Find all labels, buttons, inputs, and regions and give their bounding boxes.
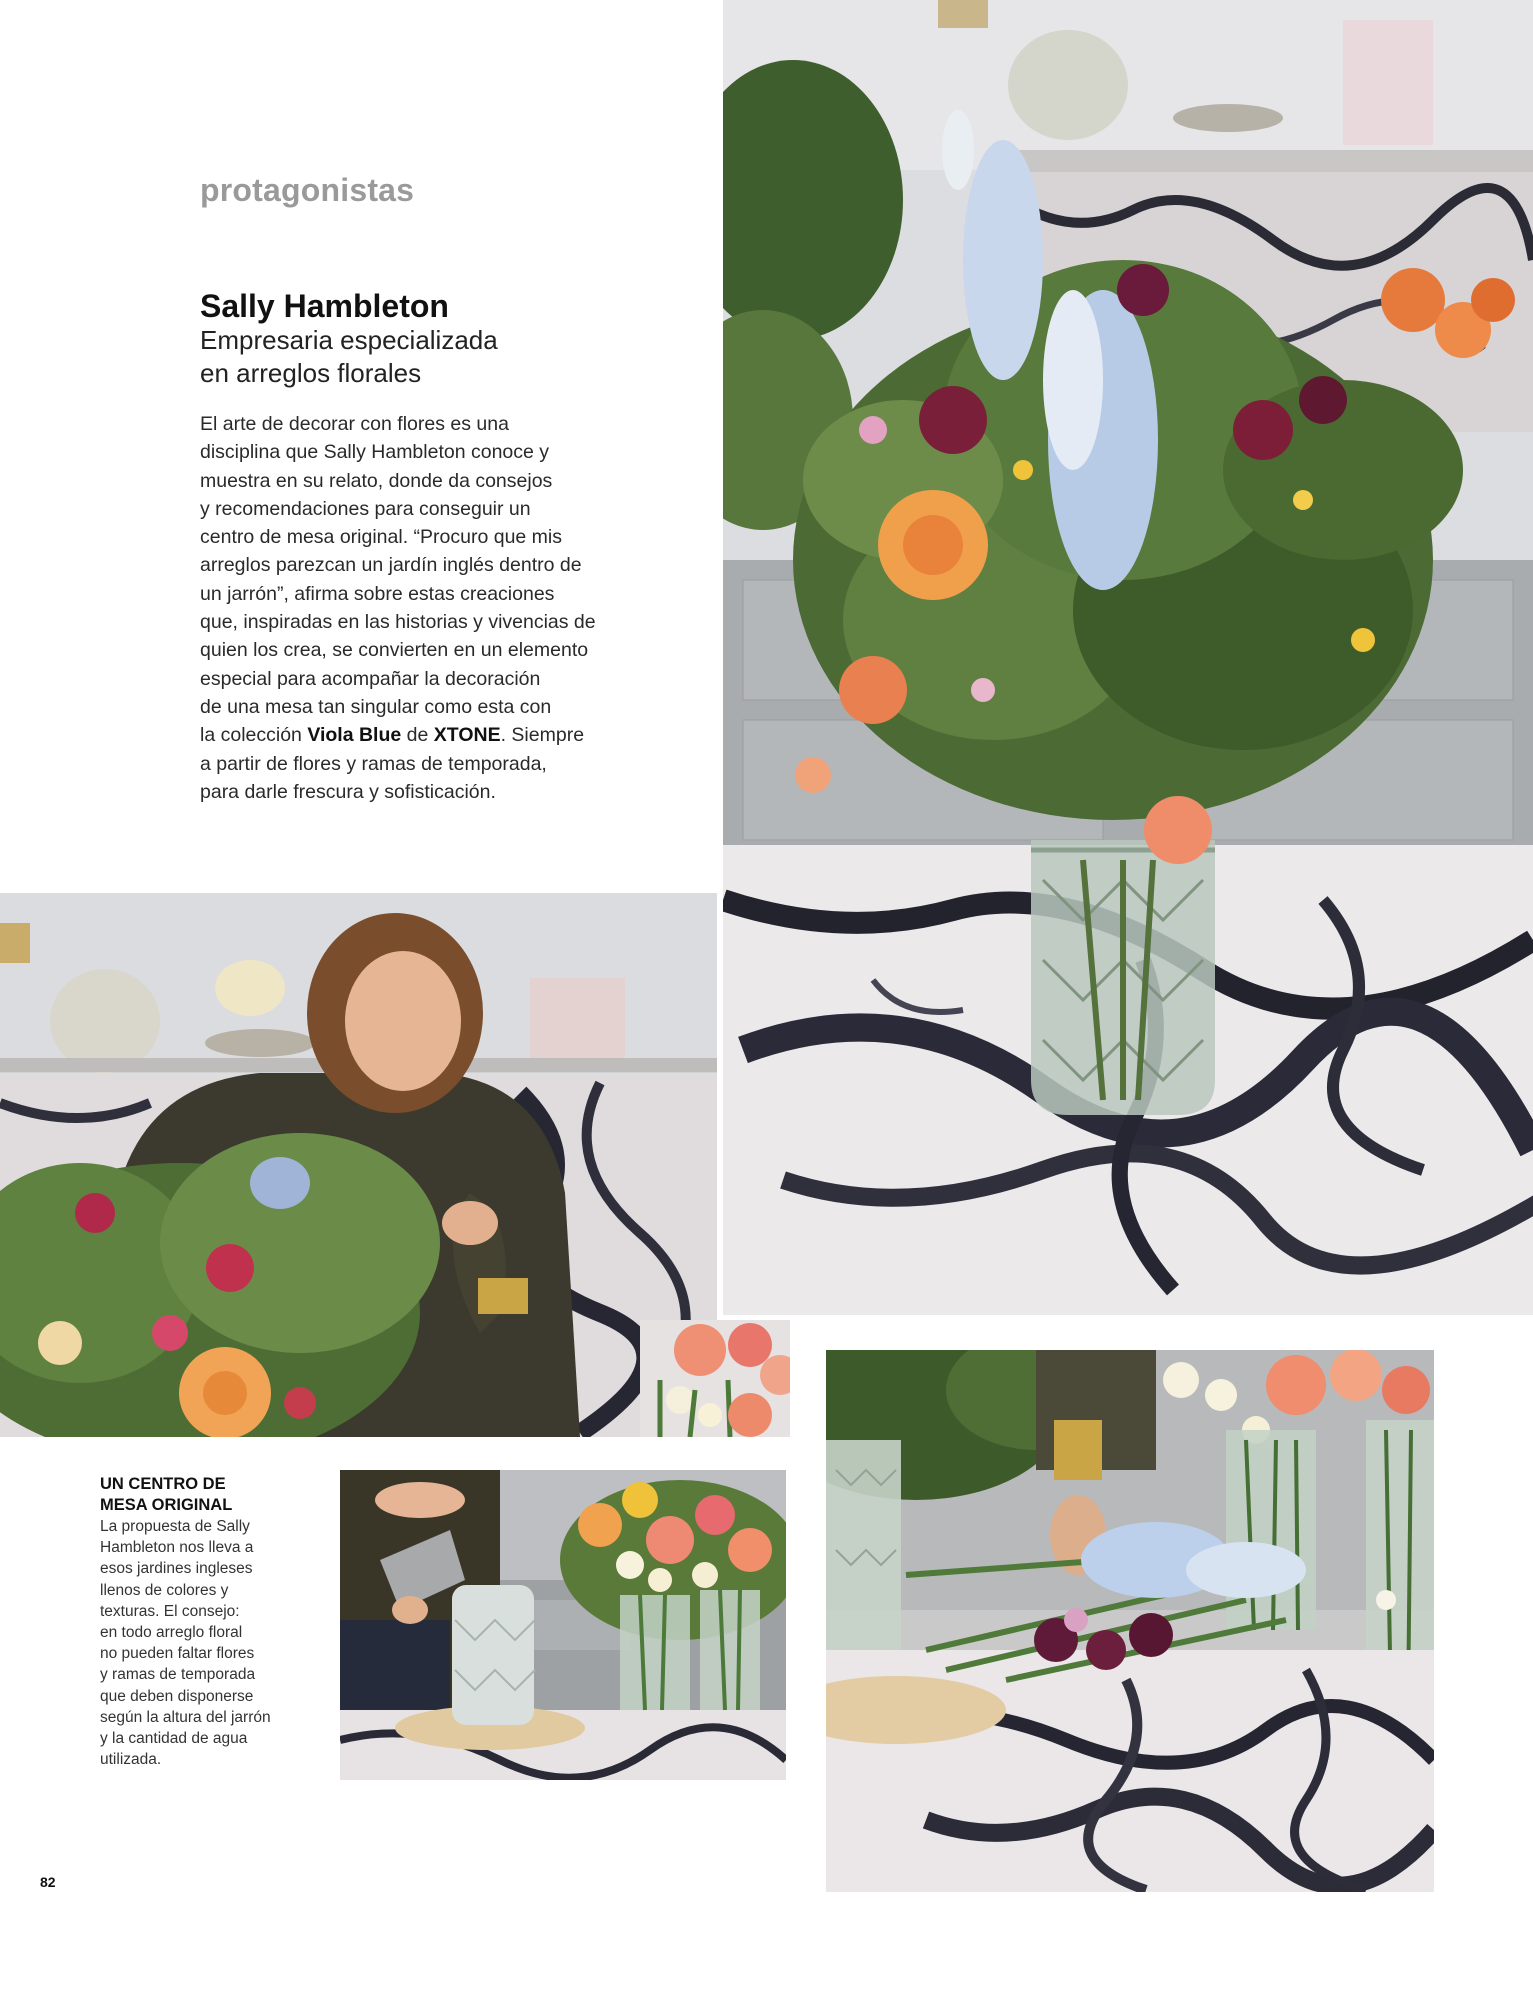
body-line: a partir de flores y ramas de temporada, (200, 752, 547, 775)
body-line: centro de mesa original. “Procuro que mis (200, 526, 562, 549)
caption-line: que deben disponerse (100, 1687, 254, 1705)
body-line: disciplina que Sally Hambleton conoce y (200, 441, 550, 464)
caption-line: llenos de colores y (100, 1581, 229, 1599)
caption-body (100, 1516, 295, 1770)
page-number: 82 (40, 1874, 56, 1890)
sally-arranging-photo (0, 893, 717, 1437)
body-line: para darle frescura y sofisticación. (200, 780, 496, 803)
body-line: de una mesa tan singular como esta con (200, 695, 552, 718)
caption-line: utilizada. (100, 1751, 162, 1769)
caption-line: y ramas de temporada (100, 1666, 256, 1684)
body-line: y recomendaciones para conseguir un (200, 497, 531, 520)
body-line: El arte de decorar con flores es una (200, 413, 509, 435)
profile-name: Sally Hambleton (200, 288, 449, 324)
body-line: quien los crea, se convierten en un elemento (200, 639, 589, 662)
body-line: un jarrón”, afirma sobre estas creaciones (200, 582, 555, 605)
body-line: que, inspiradas en las historias y vivencias de (200, 611, 596, 634)
section-label: protagonistas (200, 172, 415, 208)
caption-line: texturas. El consejo: (100, 1602, 240, 1620)
caption-line: y la cantidad de agua (100, 1730, 248, 1748)
flowers-vase-photo (640, 1320, 790, 1437)
caption-title-line: MESA ORIGINAL (100, 1496, 233, 1514)
collection-mid: de (401, 724, 434, 747)
pouring-water-photo (340, 1470, 786, 1780)
collection-prefix: la colección (200, 724, 308, 747)
caption-line: según la altura del jarrón (100, 1708, 271, 1726)
collection-suffix: . Siempre (500, 724, 585, 747)
profile-role-line: en arreglos florales (200, 358, 422, 388)
body-line-collection (200, 721, 630, 749)
profile-role-line: Empresaria especializada (200, 325, 498, 355)
caption-line: no pueden faltar flores (100, 1645, 255, 1663)
caption-line: en todo arreglo floral (100, 1624, 243, 1642)
caption-line: Hambleton nos lleva a (100, 1539, 254, 1557)
caption-title-line: UN CENTRO DE (100, 1475, 226, 1493)
brand-name: XTONE (433, 724, 501, 747)
profile-role (200, 324, 560, 390)
flower-arrangement-photo (723, 0, 1533, 1315)
stems-on-table-photo (826, 1350, 1434, 1892)
caption-line: La propuesta de Sally (100, 1518, 250, 1535)
body-line: especial para acompañar la decoración (200, 667, 541, 690)
collection-name: Viola Blue (307, 724, 402, 747)
article-body (200, 410, 630, 806)
caption-line: esos jardines ingleses (100, 1560, 253, 1578)
caption-title (100, 1474, 290, 1516)
body-line: muestra en su relato, donde da consejos (200, 469, 553, 492)
body-line: arreglos parezcan un jardín inglés dentro de (200, 554, 582, 577)
